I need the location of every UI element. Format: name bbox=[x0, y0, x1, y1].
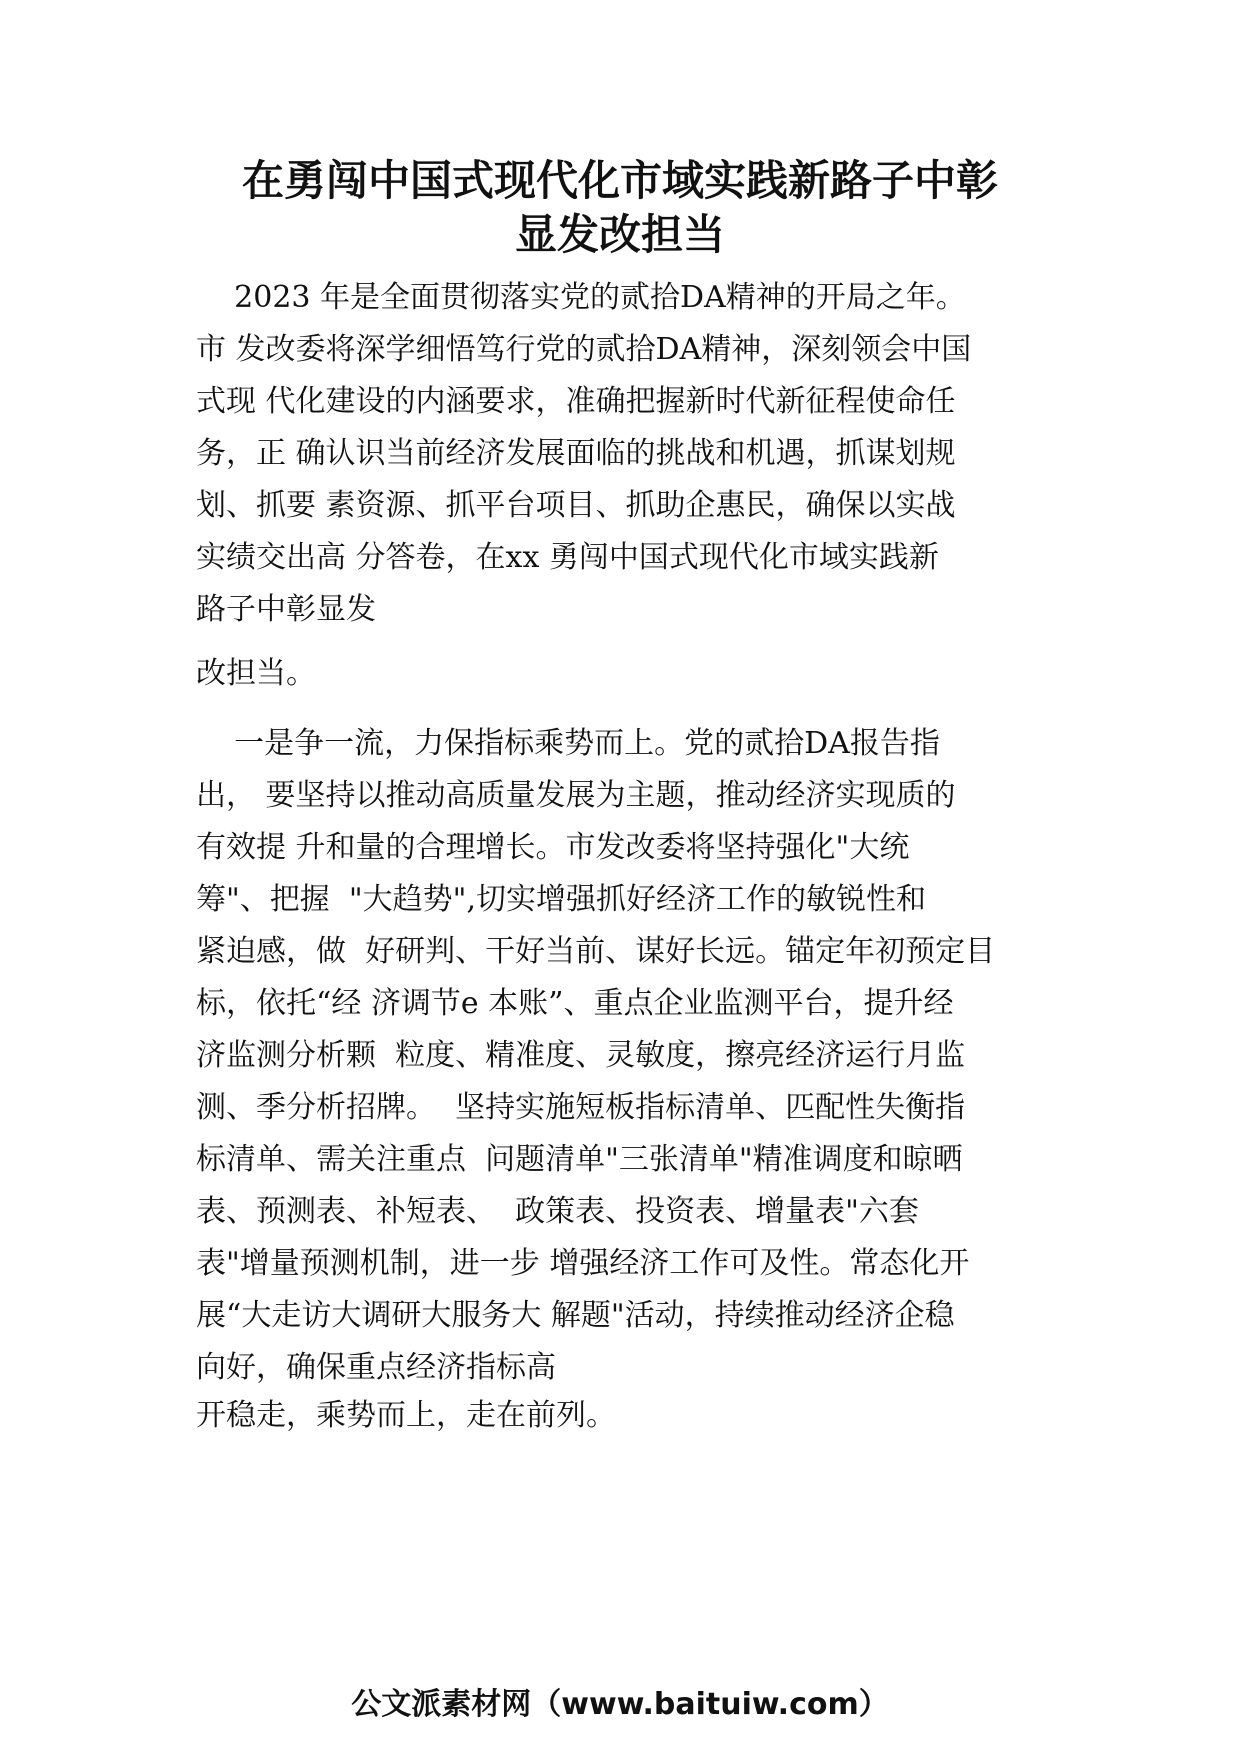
text-line: 标，依托“经 济调节e 本账”、重点企业监测平台，提升经 bbox=[196, 986, 954, 1021]
text-line: 出， 要坚持以推动高质量发展为主题，推动经济实现质的 bbox=[196, 778, 956, 813]
text-line: 测、季分析招牌。 坚持实施短板指标清单、匹配性失衡指 bbox=[196, 1090, 966, 1125]
text-line: 有效提 升和量的合理增长。市发改委将坚持强化"大统 bbox=[196, 830, 910, 865]
text-line: 向好，确保重点经济指标高 bbox=[196, 1350, 556, 1385]
text-line: 实绩交出高 分答卷，在xx 勇闯中国式现代化市域实践新 bbox=[196, 540, 939, 575]
text-line: 市 发改委将深学细悟笃行党的贰拾DA精神，深刻领会中国 bbox=[196, 332, 972, 367]
text-line: 改担当。 bbox=[196, 656, 316, 691]
paragraph-point-one bbox=[196, 718, 1076, 1394]
text-line: 表"增量预测机制，进一步 增强经济工作可及性。常态化开 bbox=[196, 1246, 970, 1281]
paragraph-intro bbox=[196, 272, 1076, 636]
footer-source: 公文派素材网（www.baituiw.com） bbox=[351, 1687, 889, 1722]
text-line: 路子中彰显发 bbox=[196, 592, 376, 627]
text-line: 标清单、需关注重点 问题清单"三张清单"精准调度和晾晒 bbox=[196, 1142, 963, 1177]
text-line: 济监测分析颗 粒度、精准度、灵敏度，擦亮经济运行月监 bbox=[196, 1038, 966, 1073]
text-line: 紧迫感，做 好研判、干好当前、谋好长远。锚定年初预定目 bbox=[196, 934, 996, 969]
text-line: 一是争一流，力保指标乘势而上。党的贰拾DA报告指 bbox=[196, 726, 940, 761]
text-line: 务，正 确认识当前经济发展面临的挑战和机遇，抓谋划规 bbox=[196, 436, 956, 471]
text-line: 筹"、把握 "大趋势",切实增强抓好经济工作的敏锐性和 bbox=[196, 882, 927, 917]
text-line: 表、预测表、补短表、 政策表、投资表、增量表"六套 bbox=[196, 1194, 919, 1229]
document-title bbox=[150, 154, 1090, 262]
text-line: 式现 代化建设的内涵要求，准确把握新时代新征程使命任 bbox=[196, 384, 956, 419]
title-line-1: 在勇闯中国式现代化市域实践新路子中彰 bbox=[241, 156, 998, 205]
paragraph-intro-continued bbox=[196, 648, 1076, 700]
text-line: 2023 年是全面贯彻落实党的贰拾DA精神的开局之年。 bbox=[196, 280, 966, 315]
title-line-2: 显发改担当 bbox=[514, 210, 725, 259]
text-line: 开稳走，乘势而上，走在前列。 bbox=[196, 1398, 616, 1433]
text-line: 展“大走访大调研大服务大 解题"活动，持续推动经济企稳 bbox=[196, 1298, 955, 1333]
paragraph-point-one-continued bbox=[196, 1390, 1076, 1442]
text-line: 划、抓要 素资源、抓平台项目、抓助企惠民，确保以实战 bbox=[196, 488, 956, 523]
